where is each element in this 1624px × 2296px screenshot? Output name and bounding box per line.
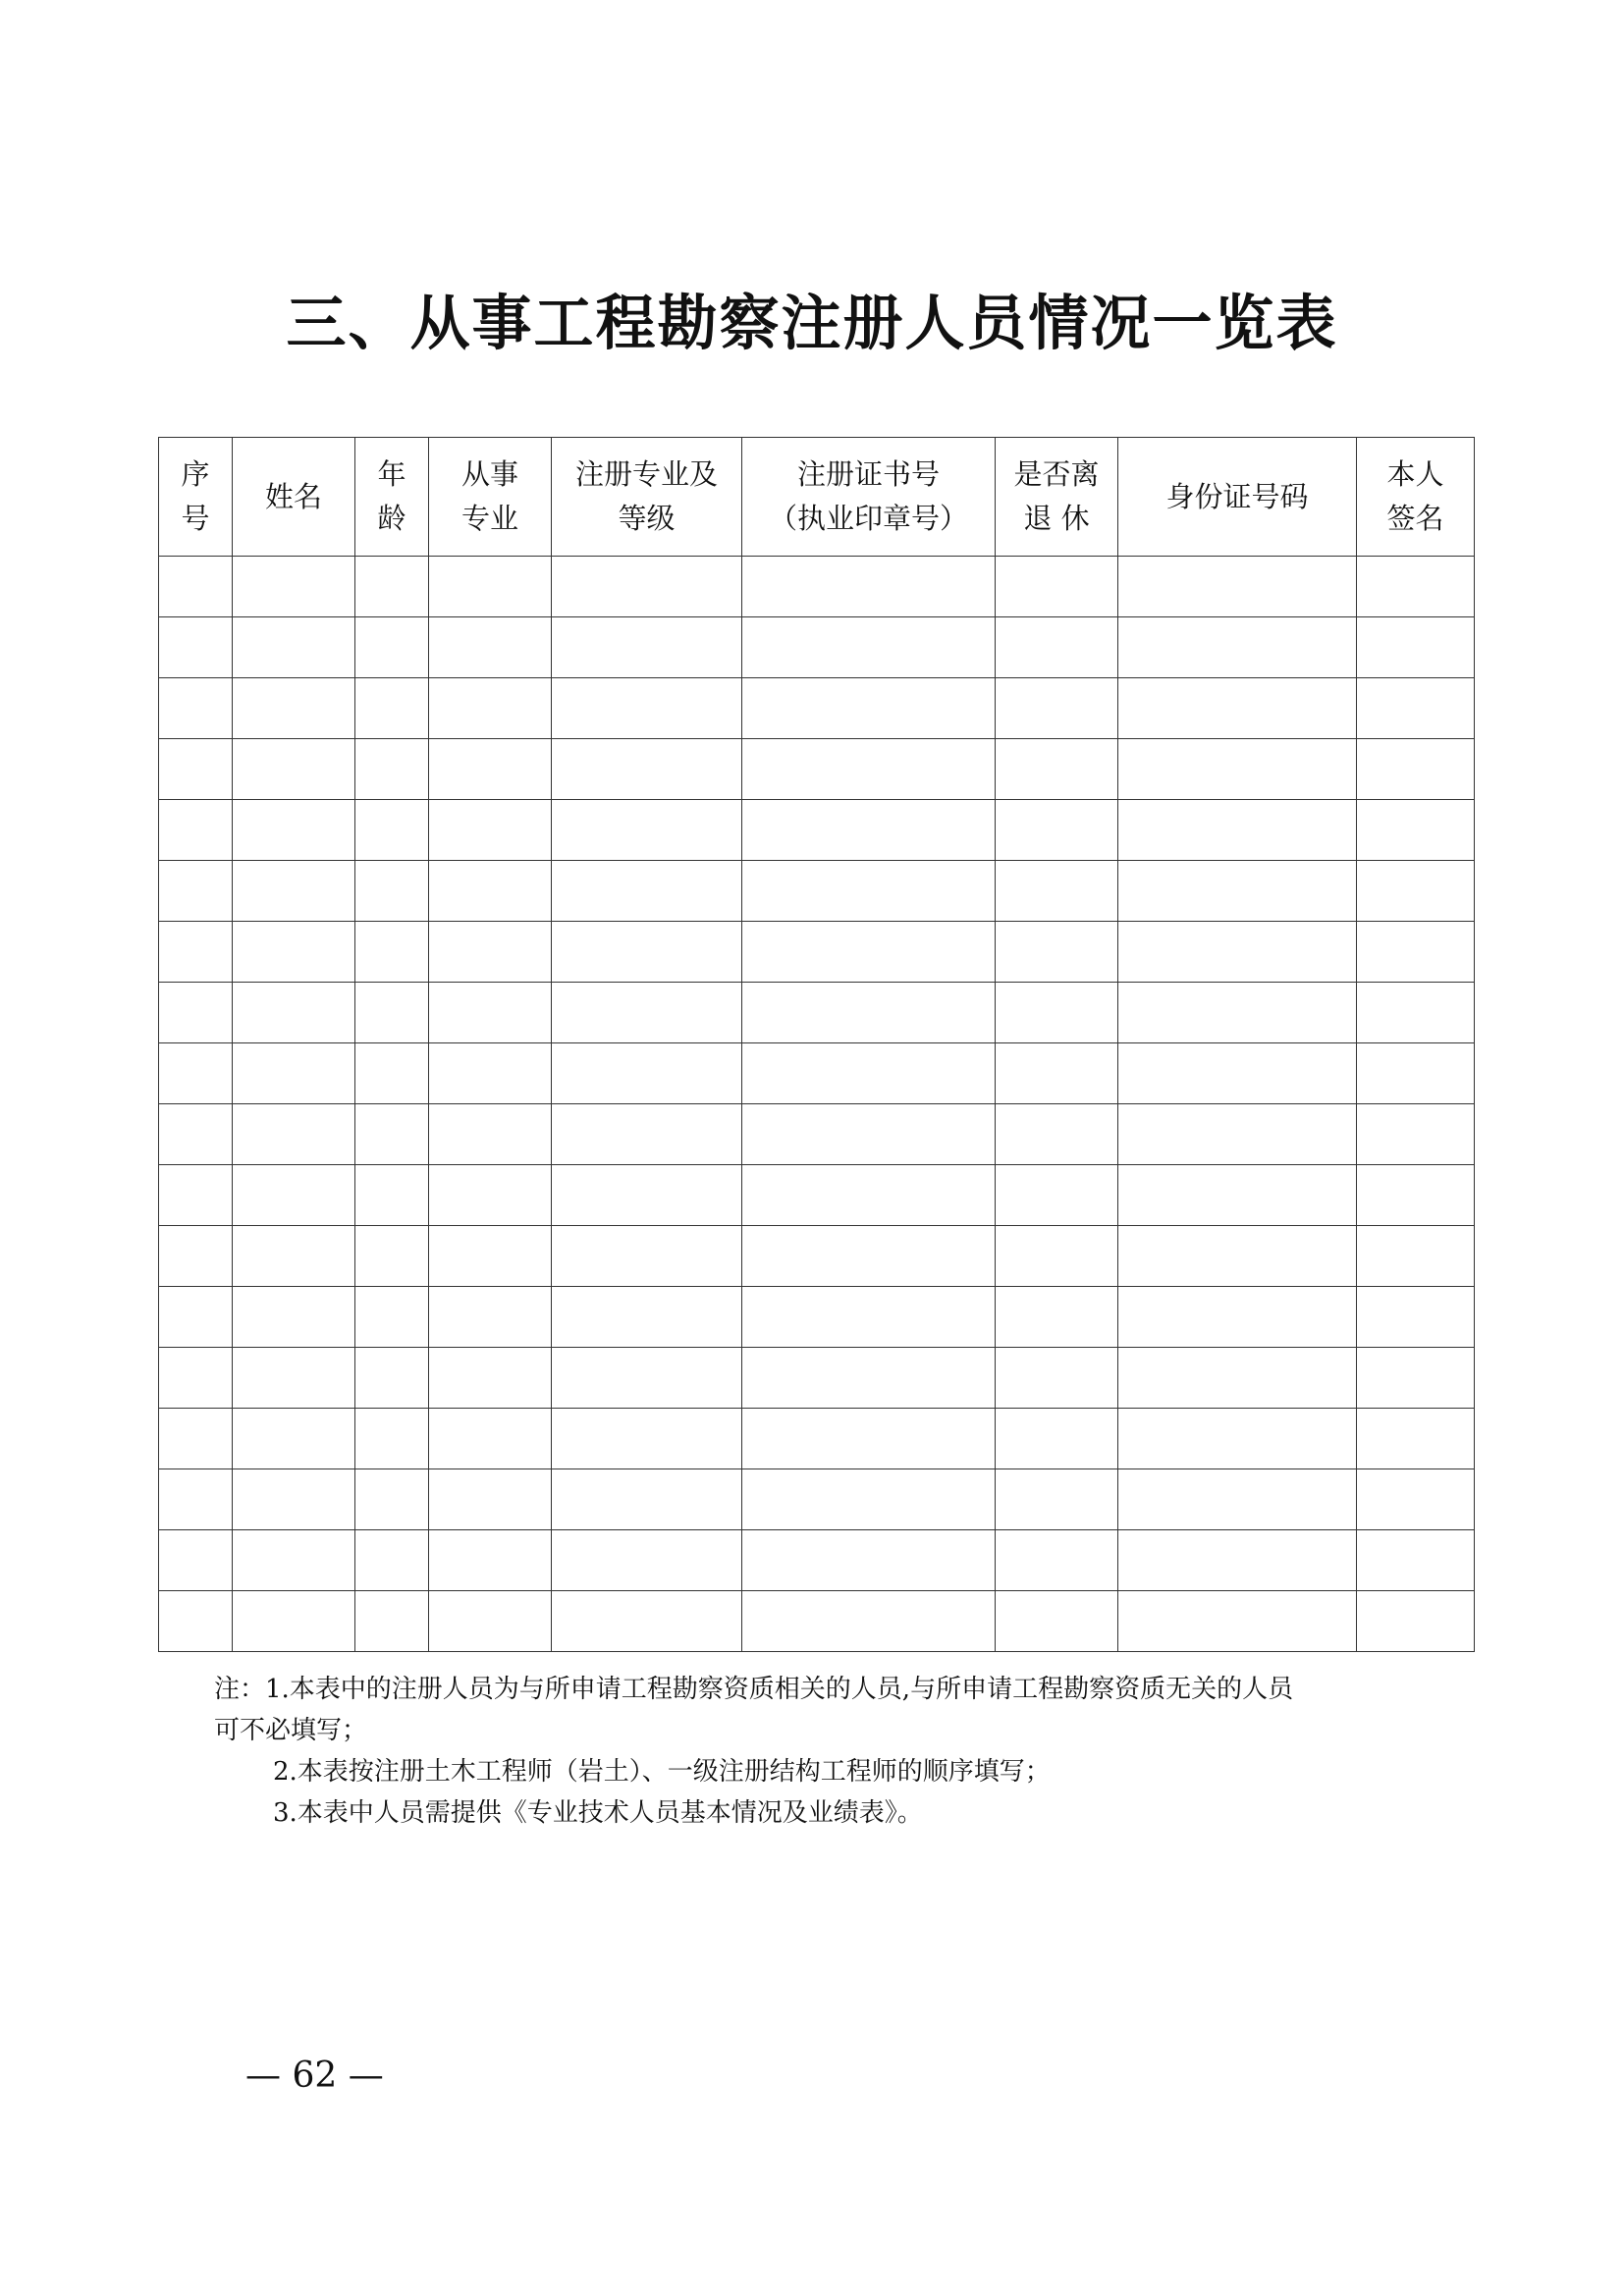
table-cell[interactable] — [429, 1348, 552, 1409]
table-cell[interactable] — [742, 1043, 996, 1104]
header-age — [355, 438, 429, 557]
table-cell[interactable] — [1357, 617, 1475, 678]
table-cell[interactable] — [429, 1104, 552, 1165]
table-cell[interactable] — [355, 1591, 429, 1652]
table-cell[interactable] — [233, 922, 355, 983]
table-cell[interactable] — [159, 861, 233, 922]
table-cell[interactable] — [429, 1043, 552, 1104]
table-row — [159, 983, 1475, 1043]
table-cell[interactable] — [1118, 861, 1357, 922]
header-serial-number-line1: 序 — [181, 457, 210, 491]
header-signature — [1357, 438, 1475, 557]
table-cell[interactable] — [742, 1287, 996, 1348]
table-cell[interactable] — [429, 983, 552, 1043]
table-cell[interactable] — [355, 678, 429, 739]
table-cell[interactable] — [159, 1226, 233, 1287]
header-name — [233, 438, 355, 557]
table-cell[interactable] — [355, 1469, 429, 1530]
table-cell[interactable] — [233, 861, 355, 922]
table-cell[interactable] — [1357, 861, 1475, 922]
table-cell[interactable] — [355, 1287, 429, 1348]
table-cell[interactable] — [159, 557, 233, 617]
header-retired — [996, 438, 1118, 557]
table-cell[interactable] — [159, 678, 233, 739]
table-cell[interactable] — [1118, 1348, 1357, 1409]
table-header-row — [159, 438, 1475, 557]
table-cell[interactable] — [355, 983, 429, 1043]
table-cell[interactable] — [429, 1409, 552, 1469]
table-cell[interactable] — [429, 1287, 552, 1348]
header-specialty-line1: 从事 — [460, 457, 518, 491]
table-cell[interactable] — [1118, 1591, 1357, 1652]
table-cell[interactable] — [742, 922, 996, 983]
table-cell[interactable] — [429, 678, 552, 739]
header-signature-line2: 签名 — [1386, 502, 1444, 535]
table-cell[interactable] — [1357, 1409, 1475, 1469]
table-cell[interactable] — [552, 1348, 742, 1409]
table-cell[interactable] — [355, 1104, 429, 1165]
table-cell[interactable] — [355, 800, 429, 861]
table-cell[interactable] — [429, 861, 552, 922]
table-row — [159, 922, 1475, 983]
table-cell[interactable] — [355, 557, 429, 617]
table-cell[interactable] — [996, 1104, 1118, 1165]
table-cell[interactable] — [1357, 1104, 1475, 1165]
note-2: 2.本表按注册土木工程师（岩土）、一级注册结构工程师的顺序填写； — [273, 1757, 1051, 1787]
table-cell[interactable] — [996, 617, 1118, 678]
table-cell[interactable] — [1357, 1287, 1475, 1348]
table-cell[interactable] — [996, 983, 1118, 1043]
table-cell[interactable] — [742, 1469, 996, 1530]
table-cell[interactable] — [1357, 739, 1475, 800]
table-cell[interactable] — [355, 1226, 429, 1287]
table-cell[interactable] — [159, 1530, 233, 1591]
header-specialty — [429, 438, 552, 557]
table-cell[interactable] — [233, 557, 355, 617]
table-cell[interactable] — [1357, 922, 1475, 983]
table-cell[interactable] — [1118, 983, 1357, 1043]
table-cell[interactable] — [159, 1591, 233, 1652]
table-cell[interactable] — [996, 922, 1118, 983]
table-cell[interactable] — [1118, 1043, 1357, 1104]
table-row — [159, 1104, 1475, 1165]
table-cell[interactable] — [996, 1043, 1118, 1104]
table-cell[interactable] — [233, 1409, 355, 1469]
table-cell[interactable] — [233, 1043, 355, 1104]
table-cell[interactable] — [429, 800, 552, 861]
table-cell[interactable] — [355, 1530, 429, 1591]
table-cell[interactable] — [233, 1287, 355, 1348]
page-number: — 62 — — [245, 2056, 384, 2096]
table-cell[interactable] — [1357, 983, 1475, 1043]
table-cell[interactable] — [996, 800, 1118, 861]
table-cell[interactable] — [159, 1165, 233, 1226]
table-cell[interactable] — [1118, 1104, 1357, 1165]
table-cell[interactable] — [159, 1469, 233, 1530]
table-cell[interactable] — [233, 983, 355, 1043]
table-cell[interactable] — [552, 1530, 742, 1591]
table-cell[interactable] — [1118, 1530, 1357, 1591]
table-cell[interactable] — [1357, 1530, 1475, 1591]
table-cell[interactable] — [742, 983, 996, 1043]
table-cell[interactable] — [159, 739, 233, 800]
header-certificate-number — [742, 438, 996, 557]
header-id-number-label: 身份证号码 — [1165, 479, 1309, 513]
table-cell[interactable] — [1357, 1226, 1475, 1287]
table-cell[interactable] — [552, 1287, 742, 1348]
table-cell[interactable] — [159, 1104, 233, 1165]
table-cell[interactable] — [552, 1165, 742, 1226]
table-cell[interactable] — [159, 983, 233, 1043]
table-cell[interactable] — [742, 1591, 996, 1652]
table-row — [159, 739, 1475, 800]
table-cell[interactable] — [742, 861, 996, 922]
table-cell[interactable] — [996, 1469, 1118, 1530]
table-cell[interactable] — [996, 739, 1118, 800]
table-cell[interactable] — [742, 739, 996, 800]
table-cell[interactable] — [552, 1409, 742, 1469]
table-cell[interactable] — [159, 617, 233, 678]
table-cell[interactable] — [1357, 1348, 1475, 1409]
table-body — [159, 557, 1475, 1652]
table-cell[interactable] — [996, 1287, 1118, 1348]
table-cell[interactable] — [1118, 557, 1357, 617]
table-cell[interactable] — [1357, 1165, 1475, 1226]
note-1-line-1: 注：1.本表中的注册人员为与所申请工程勘察资质相关的人员,与所申请工程勘察资质无关的人员 — [214, 1675, 1294, 1704]
table-row — [159, 557, 1475, 617]
table-cell[interactable] — [742, 557, 996, 617]
table-cell[interactable] — [233, 1530, 355, 1591]
header-certificate-number-line2: （执业印章号） — [768, 502, 968, 535]
table-cell[interactable] — [429, 1226, 552, 1287]
table-cell[interactable] — [429, 922, 552, 983]
header-registration-grade-line1: 注册专业及 — [574, 457, 718, 491]
table-row — [159, 678, 1475, 739]
table-cell[interactable] — [742, 1530, 996, 1591]
table-cell[interactable] — [1118, 617, 1357, 678]
table-cell[interactable] — [355, 922, 429, 983]
table-cell[interactable] — [742, 1409, 996, 1469]
table-row — [159, 1348, 1475, 1409]
table-cell[interactable] — [1357, 1469, 1475, 1530]
table-cell[interactable] — [429, 1165, 552, 1226]
header-registration-grade — [552, 438, 742, 557]
table-cell[interactable] — [1357, 1591, 1475, 1652]
table-row — [159, 1043, 1475, 1104]
header-signature-line1: 本人 — [1386, 457, 1444, 491]
table-cell[interactable] — [552, 1226, 742, 1287]
header-name-label: 姓名 — [264, 479, 322, 513]
table-cell[interactable] — [159, 1348, 233, 1409]
table-cell[interactable] — [742, 678, 996, 739]
note-1-line-2: 可不必填写； — [214, 1716, 368, 1745]
table-row — [159, 1287, 1475, 1348]
table-cell[interactable] — [355, 617, 429, 678]
table-cell[interactable] — [233, 1469, 355, 1530]
table-cell[interactable] — [552, 861, 742, 922]
table-cell[interactable] — [429, 1530, 552, 1591]
table-row — [159, 1591, 1475, 1652]
table-cell[interactable] — [742, 617, 996, 678]
table-cell[interactable] — [1118, 800, 1357, 861]
table-cell[interactable] — [552, 983, 742, 1043]
table-cell[interactable] — [1118, 1165, 1357, 1226]
table-cell[interactable] — [355, 861, 429, 922]
table-cell[interactable] — [1118, 1469, 1357, 1530]
table-cell[interactable] — [742, 1226, 996, 1287]
table-cell[interactable] — [159, 800, 233, 861]
header-age-line2: 龄 — [377, 502, 406, 535]
table-row — [159, 1530, 1475, 1591]
page-title: 三、从事工程勘察注册人员情况一览表 — [286, 289, 1338, 358]
header-serial-number-line2: 号 — [181, 502, 210, 535]
table-cell[interactable] — [996, 1165, 1118, 1226]
table-cell[interactable] — [1118, 739, 1357, 800]
table-cell[interactable] — [355, 1165, 429, 1226]
table-cell[interactable] — [233, 617, 355, 678]
table-cell[interactable] — [1357, 1043, 1475, 1104]
table-cell[interactable] — [1357, 800, 1475, 861]
table-cell[interactable] — [552, 1591, 742, 1652]
header-retired-line1: 是否离 — [1013, 457, 1100, 491]
table-cell[interactable] — [159, 922, 233, 983]
table-cell[interactable] — [233, 739, 355, 800]
table-cell[interactable] — [1118, 922, 1357, 983]
header-id-number — [1118, 438, 1357, 557]
table-cell[interactable] — [429, 739, 552, 800]
header-retired-line2: 退 休 — [1023, 502, 1090, 535]
table-cell[interactable] — [355, 1409, 429, 1469]
table-cell[interactable] — [233, 800, 355, 861]
table-cell[interactable] — [233, 1348, 355, 1409]
table-cell[interactable] — [1118, 678, 1357, 739]
table-cell[interactable] — [552, 678, 742, 739]
table-cell[interactable] — [552, 1469, 742, 1530]
table-cell[interactable] — [159, 1043, 233, 1104]
table-cell[interactable] — [996, 1591, 1118, 1652]
table-row — [159, 800, 1475, 861]
table-cell[interactable] — [355, 1043, 429, 1104]
header-specialty-line2: 专业 — [460, 502, 518, 535]
table-cell[interactable] — [429, 1591, 552, 1652]
table-row — [159, 1165, 1475, 1226]
table-cell[interactable] — [996, 861, 1118, 922]
table-cell[interactable] — [552, 800, 742, 861]
table-cell[interactable] — [429, 1469, 552, 1530]
table-cell[interactable] — [742, 800, 996, 861]
table-cell[interactable] — [355, 1348, 429, 1409]
note-3: 3.本表中人员需提供《专业技术人员基本情况及业绩表》。 — [273, 1798, 923, 1828]
table-row — [159, 861, 1475, 922]
header-serial-number — [159, 438, 233, 557]
header-registration-grade-line2: 等级 — [618, 502, 676, 535]
table-row — [159, 617, 1475, 678]
table-cell[interactable] — [159, 1409, 233, 1469]
table-cell[interactable] — [233, 1165, 355, 1226]
table-cell[interactable] — [159, 1287, 233, 1348]
table-cell[interactable] — [742, 1165, 996, 1226]
registered-personnel-table — [158, 437, 1475, 1652]
table-cell[interactable] — [996, 1530, 1118, 1591]
table-cell[interactable] — [552, 739, 742, 800]
table-cell[interactable] — [233, 1226, 355, 1287]
table-cell[interactable] — [552, 1104, 742, 1165]
table-cell[interactable] — [552, 617, 742, 678]
table-row — [159, 1409, 1475, 1469]
header-age-line1: 年 — [377, 457, 406, 491]
table-cell[interactable] — [429, 617, 552, 678]
table-cell[interactable] — [996, 1226, 1118, 1287]
table-cell[interactable] — [552, 557, 742, 617]
table-row — [159, 1226, 1475, 1287]
table-row — [159, 1469, 1475, 1530]
table-cell[interactable] — [996, 1348, 1118, 1409]
table-cell[interactable] — [233, 678, 355, 739]
header-certificate-number-line1: 注册证书号 — [796, 457, 940, 491]
table-cell[interactable] — [742, 1104, 996, 1165]
table-cell[interactable] — [996, 678, 1118, 739]
table-cell[interactable] — [429, 557, 552, 617]
table-cell[interactable] — [552, 1043, 742, 1104]
table-cell[interactable] — [996, 1409, 1118, 1469]
table-cell[interactable] — [355, 739, 429, 800]
table-cell[interactable] — [233, 1591, 355, 1652]
table-cell[interactable] — [233, 1104, 355, 1165]
table-cell[interactable] — [996, 557, 1118, 617]
table-cell[interactable] — [552, 922, 742, 983]
notes-section — [214, 1669, 1441, 1834]
table-cell[interactable] — [1118, 1226, 1357, 1287]
table-cell[interactable] — [742, 1348, 996, 1409]
table-cell[interactable] — [1357, 678, 1475, 739]
table-cell[interactable] — [1118, 1287, 1357, 1348]
table-cell[interactable] — [1118, 1409, 1357, 1469]
table-cell[interactable] — [1357, 557, 1475, 617]
